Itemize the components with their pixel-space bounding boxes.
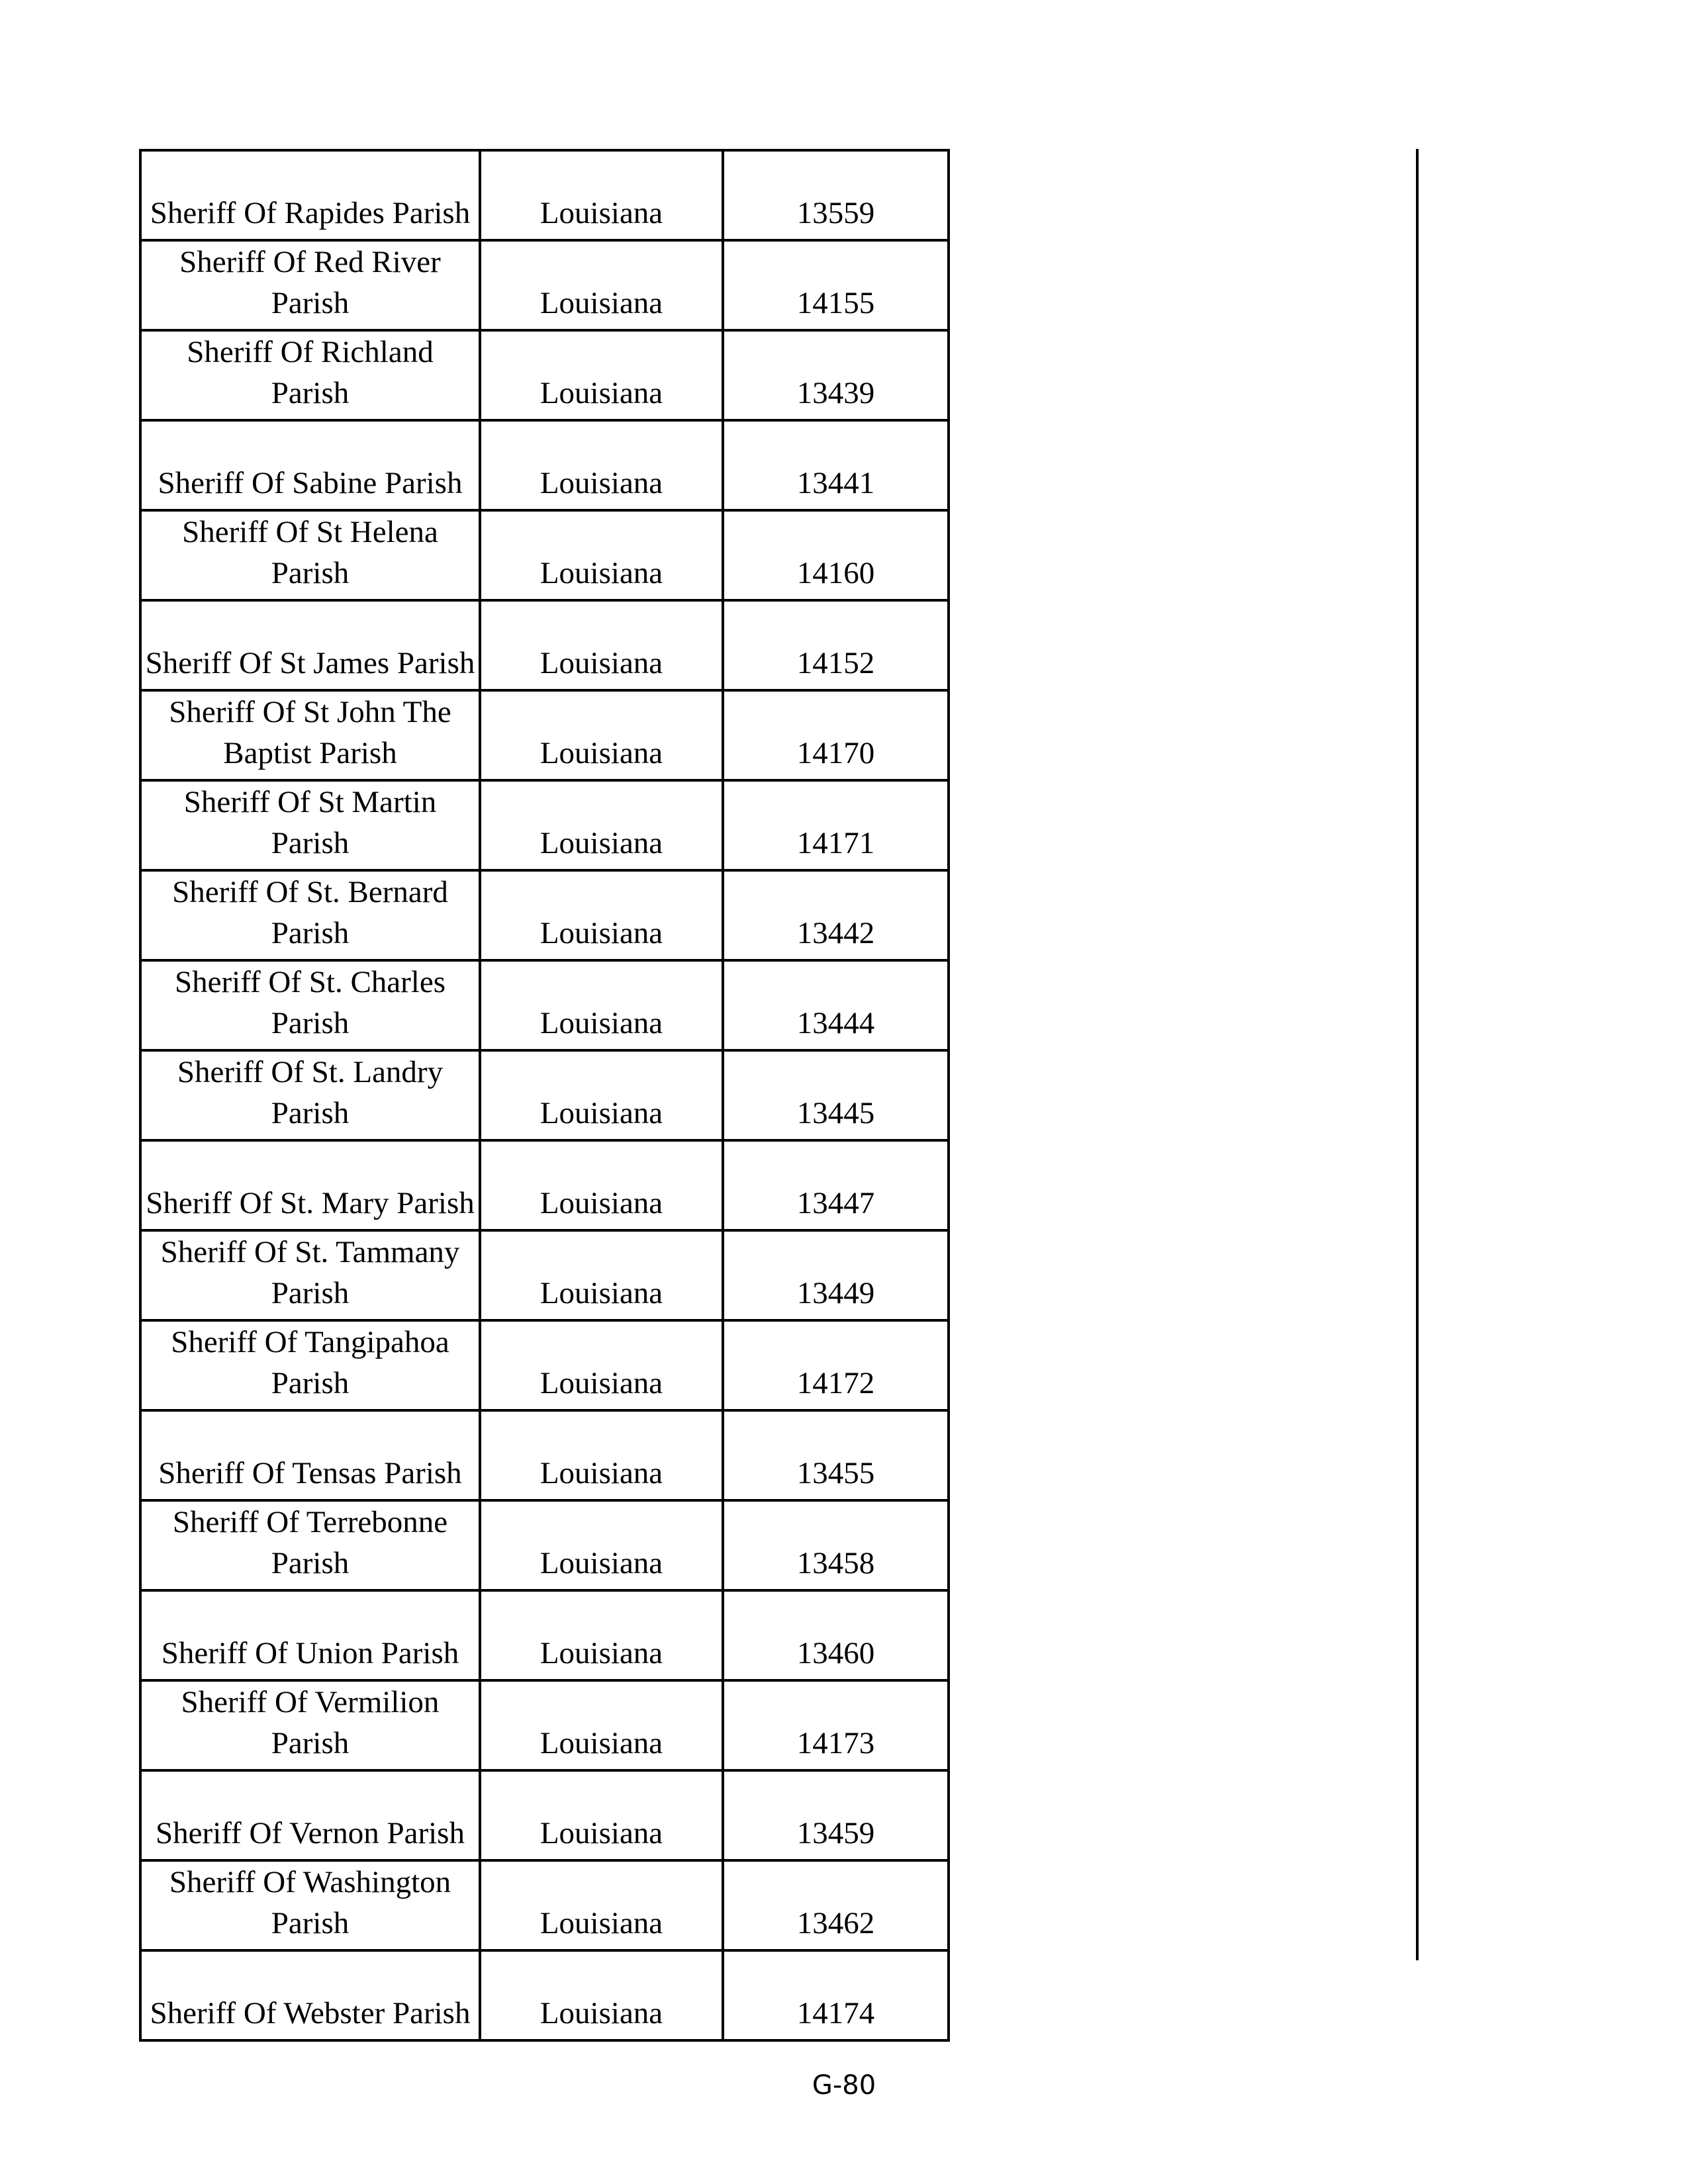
agency-id-cell: 13455 (723, 1410, 949, 1500)
state-cell: Louisiana (480, 150, 723, 240)
table-row (140, 1680, 949, 1770)
agency-id-cell: 14170 (723, 690, 949, 780)
agency-id-cell: 13559 (723, 150, 949, 240)
agency-id-cell: 13441 (723, 420, 949, 510)
table-row (140, 420, 949, 510)
agency-name-cell: Sheriff Of Rapides Parish (140, 150, 480, 240)
agency-id-cell: 14172 (723, 1320, 949, 1410)
agency-name-cell: Sheriff Of Vernon Parish (140, 1770, 480, 1860)
agency-id-cell: 13462 (723, 1860, 949, 1950)
agency-name-cell: Sheriff Of Sabine Parish (140, 420, 480, 510)
state-cell: Louisiana (480, 1140, 723, 1230)
table-row (140, 1770, 949, 1860)
agency-name-cell: Sheriff Of Richland Parish (140, 330, 480, 420)
state-cell: Louisiana (480, 960, 723, 1050)
state-cell: Louisiana (480, 1770, 723, 1860)
table-row (140, 1140, 949, 1230)
table-row (140, 1230, 949, 1320)
state-cell: Louisiana (480, 330, 723, 420)
state-cell: Louisiana (480, 1320, 723, 1410)
agency-name-cell: Sheriff Of St John The Baptist Parish (140, 690, 480, 780)
agency-name-cell: Sheriff Of Tangipahoa Parish (140, 1320, 480, 1410)
state-cell: Louisiana (480, 1410, 723, 1500)
table-row (140, 690, 949, 780)
agency-name-cell: Sheriff Of Terrebonne Parish (140, 1500, 480, 1590)
table-row (140, 1950, 949, 2040)
agency-id-cell: 14171 (723, 780, 949, 870)
vertical-rule (1416, 149, 1419, 1960)
table-row (140, 240, 949, 330)
table-row (140, 510, 949, 600)
agency-name-cell: Sheriff Of St. Landry Parish (140, 1050, 480, 1140)
agency-name-cell: Sheriff Of St. Charles Parish (140, 960, 480, 1050)
agency-id-cell: 14155 (723, 240, 949, 330)
table-row (140, 600, 949, 690)
agency-name-cell: Sheriff Of St James Parish (140, 600, 480, 690)
agency-name-cell: Sheriff Of Tensas Parish (140, 1410, 480, 1500)
table-row (140, 1500, 949, 1590)
agency-id-cell: 13459 (723, 1770, 949, 1860)
agency-name-cell: Sheriff Of St. Tammany Parish (140, 1230, 480, 1320)
state-cell: Louisiana (480, 1590, 723, 1680)
table-row (140, 1590, 949, 1680)
table-row (140, 1320, 949, 1410)
agency-id-cell: 13442 (723, 870, 949, 960)
agency-name-cell: Sheriff Of St Helena Parish (140, 510, 480, 600)
agency-name-cell: Sheriff Of Vermilion Parish (140, 1680, 480, 1770)
state-cell: Louisiana (480, 240, 723, 330)
agency-id-cell: 14160 (723, 510, 949, 600)
agency-id-cell: 14173 (723, 1680, 949, 1770)
table-row (140, 150, 949, 240)
state-cell: Louisiana (480, 1950, 723, 2040)
agency-name-cell: Sheriff Of Webster Parish (140, 1950, 480, 2040)
agency-name-cell: Sheriff Of Red River Parish (140, 240, 480, 330)
table-row (140, 960, 949, 1050)
table-row (140, 1410, 949, 1500)
state-cell: Louisiana (480, 1860, 723, 1950)
table-row (140, 1050, 949, 1140)
agency-name-cell: Sheriff Of Union Parish (140, 1590, 480, 1680)
agency-id-cell: 13444 (723, 960, 949, 1050)
agency-name-cell: Sheriff Of St. Bernard Parish (140, 870, 480, 960)
page-number: G-80 (812, 2070, 876, 2101)
state-cell: Louisiana (480, 690, 723, 780)
agency-id-cell: 13439 (723, 330, 949, 420)
state-cell: Louisiana (480, 510, 723, 600)
agency-id-cell: 13447 (723, 1140, 949, 1230)
state-cell: Louisiana (480, 600, 723, 690)
agency-id-cell: 14174 (723, 1950, 949, 2040)
state-cell: Louisiana (480, 780, 723, 870)
table-row (140, 330, 949, 420)
table-row (140, 870, 949, 960)
state-cell: Louisiana (480, 1230, 723, 1320)
state-cell: Louisiana (480, 1680, 723, 1770)
agency-name-cell: Sheriff Of Washington Parish (140, 1860, 480, 1950)
state-cell: Louisiana (480, 870, 723, 960)
agency-id-cell: 13449 (723, 1230, 949, 1320)
agency-id-cell: 13460 (723, 1590, 949, 1680)
agency-name-cell: Sheriff Of St. Mary Parish (140, 1140, 480, 1230)
agency-id-cell: 13458 (723, 1500, 949, 1590)
agency-name-cell: Sheriff Of St Martin Parish (140, 780, 480, 870)
agency-table (139, 149, 950, 2042)
table-row (140, 1860, 949, 1950)
agency-id-cell: 13445 (723, 1050, 949, 1140)
state-cell: Louisiana (480, 420, 723, 510)
state-cell: Louisiana (480, 1050, 723, 1140)
table-row (140, 780, 949, 870)
state-cell: Louisiana (480, 1500, 723, 1590)
agency-id-cell: 14152 (723, 600, 949, 690)
